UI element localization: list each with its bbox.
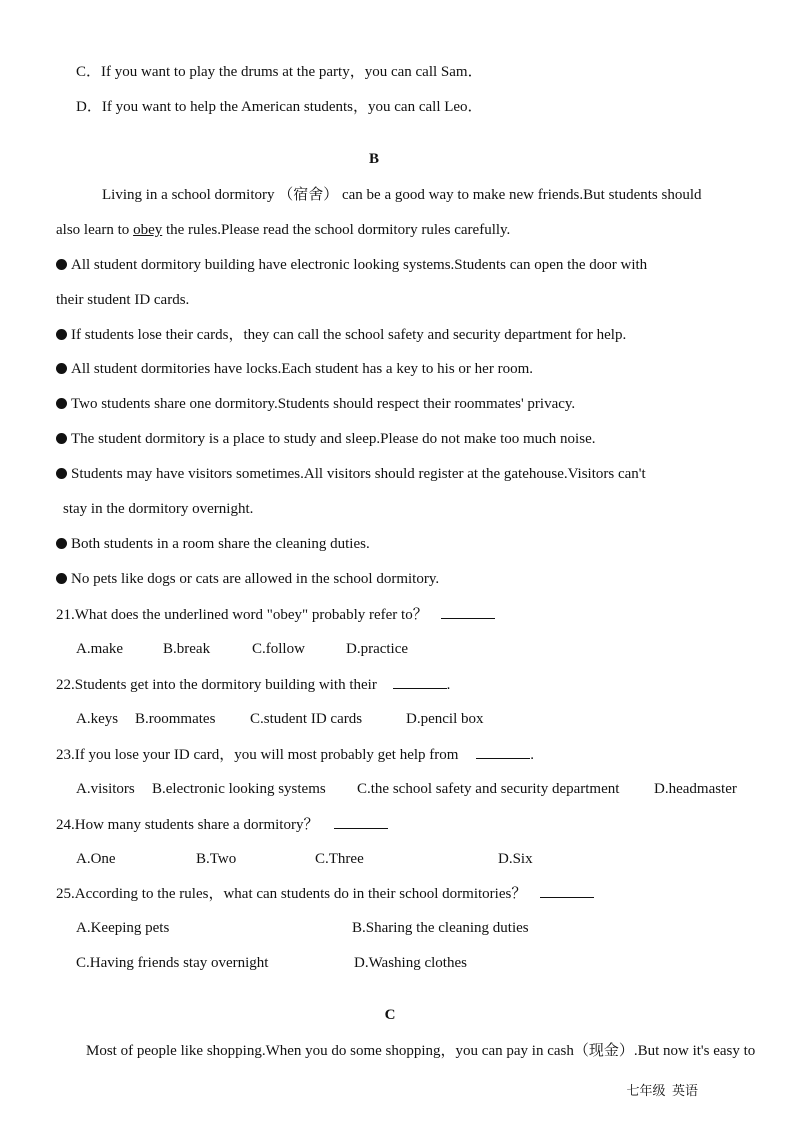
underlined-word-obey: obey — [133, 222, 163, 238]
passage-b-line-1: Living in a school dormitory （宿舍） can be a good way to make new friends.But students should — [102, 187, 702, 203]
option-a[interactable]: A.keys — [76, 711, 119, 727]
bullet-icon — [56, 259, 67, 270]
option-b[interactable]: B.break — [163, 641, 211, 657]
footer-subject: 英语 — [671, 1083, 698, 1098]
answer-blank[interactable] — [540, 884, 594, 898]
option-d[interactable]: D.pencil box — [406, 711, 484, 727]
rule-item — [56, 256, 647, 274]
question-22 — [56, 675, 450, 694]
option-d[interactable]: D.practice — [346, 641, 409, 657]
question-25 — [56, 884, 594, 903]
option-a[interactable]: A.One — [76, 851, 116, 867]
section-b-title: B — [368, 151, 379, 167]
rule-item — [56, 326, 626, 344]
rule-item — [56, 570, 439, 588]
rule-text: All student dormitories have locks.Each student has a key to his or her room. — [71, 361, 533, 377]
option-a[interactable]: A.visitors — [76, 781, 135, 797]
option-c[interactable]: C.student ID cards — [250, 711, 363, 727]
passage-c-line-1: Most of people like shopping.When you do some shopping，you can pay in cash（现金）.But now it's easy to — [86, 1043, 756, 1059]
question-text: 25.According to the rules，what can students do in their school dormitories？ — [56, 886, 527, 902]
rule-continuation: stay in the dormitory overnight. — [63, 501, 254, 517]
rule-text: The student dormitory is a place to study and sleep.Please do not make too much noise. — [71, 431, 596, 447]
rule-text: All student dormitory building have electronic looking systems.Students can open the door with — [71, 257, 648, 273]
page-footer — [626, 1080, 698, 1099]
option-b[interactable]: B.electronic looking systems — [152, 781, 326, 797]
bullet-icon — [56, 398, 67, 409]
option-c-line: C．If you want to play the drums at the party，you can call Sam． — [76, 64, 483, 80]
option-d[interactable]: D.headmaster — [654, 781, 737, 797]
question-24 — [56, 815, 388, 834]
rule-item — [56, 535, 370, 553]
rule-item — [56, 465, 646, 483]
rule-item — [56, 430, 595, 448]
rule-item — [56, 360, 533, 378]
question-text: 23.If you lose your ID card，you will most probably get help from — [56, 747, 459, 763]
rule-item — [56, 395, 575, 413]
rule-text: Both students in a room share the cleaning duties. — [71, 536, 370, 552]
rule-continuation: their student ID cards. — [56, 292, 190, 308]
option-c[interactable]: C.Having friends stay overnight — [76, 955, 269, 971]
question-text: 21.What does the underlined word "obey" probably refer to？ — [56, 607, 428, 623]
bullet-icon — [56, 573, 67, 584]
question-21 — [56, 605, 495, 624]
option-a[interactable]: A.make — [76, 641, 124, 657]
question-text: 22.Students get into the dormitory building with their — [56, 677, 377, 693]
bullet-icon — [56, 433, 67, 444]
option-c[interactable]: C.follow — [252, 641, 305, 657]
passage-b-line-2 — [56, 221, 510, 239]
option-c[interactable]: C.Three — [315, 851, 364, 867]
answer-blank[interactable] — [441, 605, 495, 619]
passage-b-text: also learn to — [56, 222, 134, 238]
bullet-icon — [56, 329, 67, 340]
option-a[interactable]: A.Keeping pets — [76, 920, 170, 936]
bullet-icon — [56, 363, 67, 374]
rule-text: If students lose their cards，they can call the school safety and security department for help. — [71, 327, 627, 343]
rule-text: No pets like dogs or cats are allowed in the school dormitory. — [71, 571, 440, 587]
option-c[interactable]: C.the school safety and security department — [357, 781, 620, 797]
question-23 — [56, 745, 534, 764]
footer-grade: 七年级 — [626, 1083, 666, 1098]
answer-blank[interactable] — [476, 745, 530, 759]
blank-suffix: . — [446, 677, 451, 693]
question-text: 24.How many students share a dormitory？ — [56, 817, 319, 833]
bullet-icon — [56, 538, 67, 549]
section-c-title: C — [384, 1007, 396, 1023]
option-d[interactable]: D.Washing clothes — [354, 955, 467, 971]
bullet-icon — [56, 468, 67, 479]
option-d-line: D．If you want to help the American students，you can call Leo． — [76, 99, 483, 115]
answer-blank[interactable] — [334, 815, 388, 829]
option-b[interactable]: B.Two — [196, 851, 237, 867]
option-d[interactable]: D.Six — [498, 851, 533, 867]
passage-b-text: the rules.Please read the school dormitory rules carefully. — [162, 222, 511, 238]
option-b[interactable]: B.Sharing the cleaning duties — [352, 920, 529, 936]
rule-text: Two students share one dormitory.Students should respect their roommates' privacy. — [71, 396, 576, 412]
option-b[interactable]: B.roommates — [135, 711, 216, 727]
rule-text: Students may have visitors sometimes.All visitors should register at the gatehouse.Visitors can't — [71, 466, 646, 482]
answer-blank[interactable] — [393, 675, 447, 689]
blank-suffix: . — [530, 747, 534, 763]
